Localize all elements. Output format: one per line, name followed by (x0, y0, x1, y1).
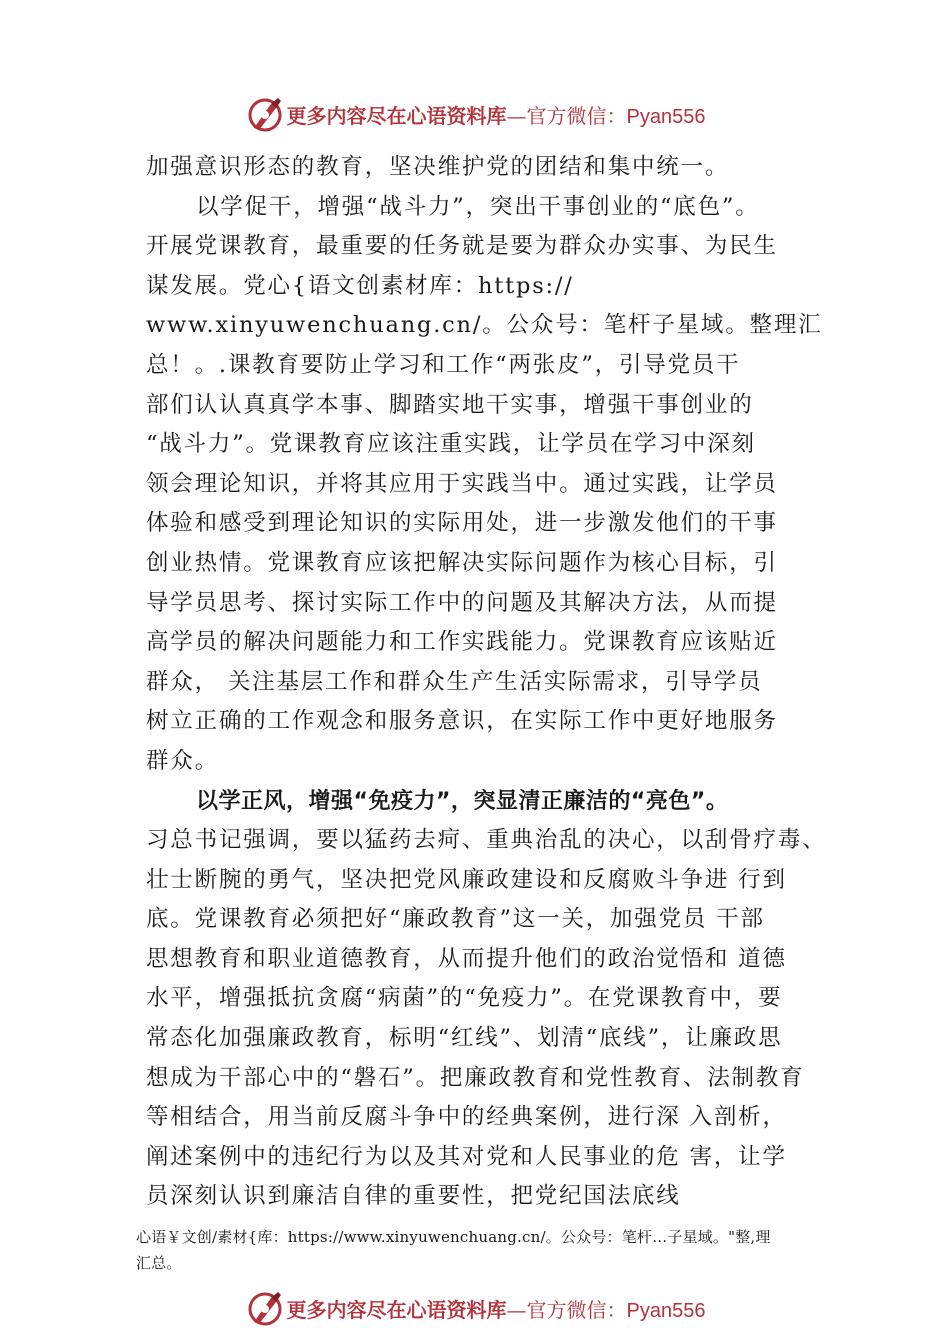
banner-wechat-id: Pyan556 (626, 1299, 706, 1322)
banner-wechat-id: Pyan556 (626, 105, 706, 128)
banner-separator: — (506, 103, 527, 128)
body-line: 树立正确的工作观念和服务意识，在实际工作中更好地服务 (146, 708, 778, 735)
body-line: 高学员的解决问题能力和工作实践能力。党课教育应该贴近 (146, 629, 778, 656)
banner-slogan: 更多内容尽在心语资料库 (286, 103, 507, 128)
body-line: 加强意识形态的教育，坚决维护党的团结和集中统一。 (146, 154, 730, 180)
body-line: 底。党课教育必须把好“廉政教育”这一关，加强党员 干部 (146, 906, 765, 933)
banner-wechat-label: 官方微信： (526, 103, 627, 128)
footnote-line: 汇总。 (136, 1254, 182, 1272)
header-banner (0, 92, 950, 136)
body-line: 群众， 关注基层工作和群众生产生活实际需求，引导学员 (146, 668, 763, 695)
banner-slogan: 更多内容尽在心语资料库 (286, 1297, 507, 1322)
body-line: 谋发展。党心{语文创素材库：https:// (146, 272, 574, 299)
body-line: 阐述案例中的违纪行为以及其对党和人民事业的危 害，让学 (146, 1143, 787, 1170)
pen-seal-logo-icon (245, 94, 285, 134)
banner-text (287, 100, 706, 129)
body-line: 部们认认真真学本事、脚踏实地干实事，增强干事创业的 (146, 391, 754, 418)
body-line: 壮士断腕的勇气，坚决把党风廉政建设和反腐败斗争进 行到 (146, 866, 787, 893)
body-line: 思想教育和职业道德教育，从而提升他们的政治觉悟和 道德 (146, 945, 787, 972)
pen-seal-logo-icon (245, 1288, 285, 1328)
body-line: “战斗力”。党课教育应该注重实践，让学员在学习中深刻 (146, 431, 756, 458)
section-heading: 以学正风，增强“免疫力”，突显清正廉洁的“亮色”。 (196, 788, 729, 814)
body-line: 领会理论知识，并将其应用于实践当中。通过实践，让学员 (146, 470, 778, 497)
footnote-line: 心语￥文创/素材{库：https://www.xinyuwenchuang.cn/。公众号：笔杆…子星域。"整,理 (136, 1228, 771, 1246)
banner-wechat-label: 官方微信： (526, 1297, 627, 1322)
body-line: 员深刻认识到廉洁自律的重要性，把党纪国法底线 (146, 1183, 681, 1210)
body-line: 常态化加强廉政教育，标明“红线”、划清“底线”，让廉政思 (146, 1025, 783, 1052)
banner-text (287, 1294, 706, 1323)
footnote (136, 1224, 836, 1276)
body-line: 群众。 (146, 747, 219, 774)
body-line: 开展党课教育，最重要的任务就是要为群众办实事、为民生 (146, 233, 778, 260)
body-line: 以学促干，增强“战斗力”，突出干事创业的“底色”。 (196, 193, 760, 220)
body-line: 等相结合，用当前反腐斗争中的经典案例，进行深 入剖析， (146, 1104, 787, 1131)
document-body (146, 148, 846, 1217)
body-line: 习总书记强调，要以猛药去疴、重典治乱的决心，以刮骨疗毒、 (146, 827, 827, 854)
body-line: 创业热情。党课教育应该把解决实际问题作为核心目标，引 (146, 549, 778, 576)
body-line: 总！。.课教育要防止学习和工作“两张皮”，引导党员干 (146, 351, 741, 378)
body-line: 水平，增强抵抗贪腐“病菌”的“免疫力”。在党课教育中，要 (146, 985, 783, 1012)
body-line: 体验和感受到理论知识的实际用处，进一步激发他们的干事 (146, 510, 778, 537)
body-line: 导学员思考、探讨实际工作中的问题及其解决方法，从而提 (146, 589, 778, 616)
banner-separator: — (506, 1297, 527, 1322)
body-line: 想成为干部心中的“磐石”。把廉政教育和党性教育、法制教育 (146, 1064, 805, 1091)
footer-banner (0, 1286, 950, 1330)
body-line: www.xinyuwenchuang.cn/。公众号：笔杆子星域。整理汇 (146, 312, 823, 339)
